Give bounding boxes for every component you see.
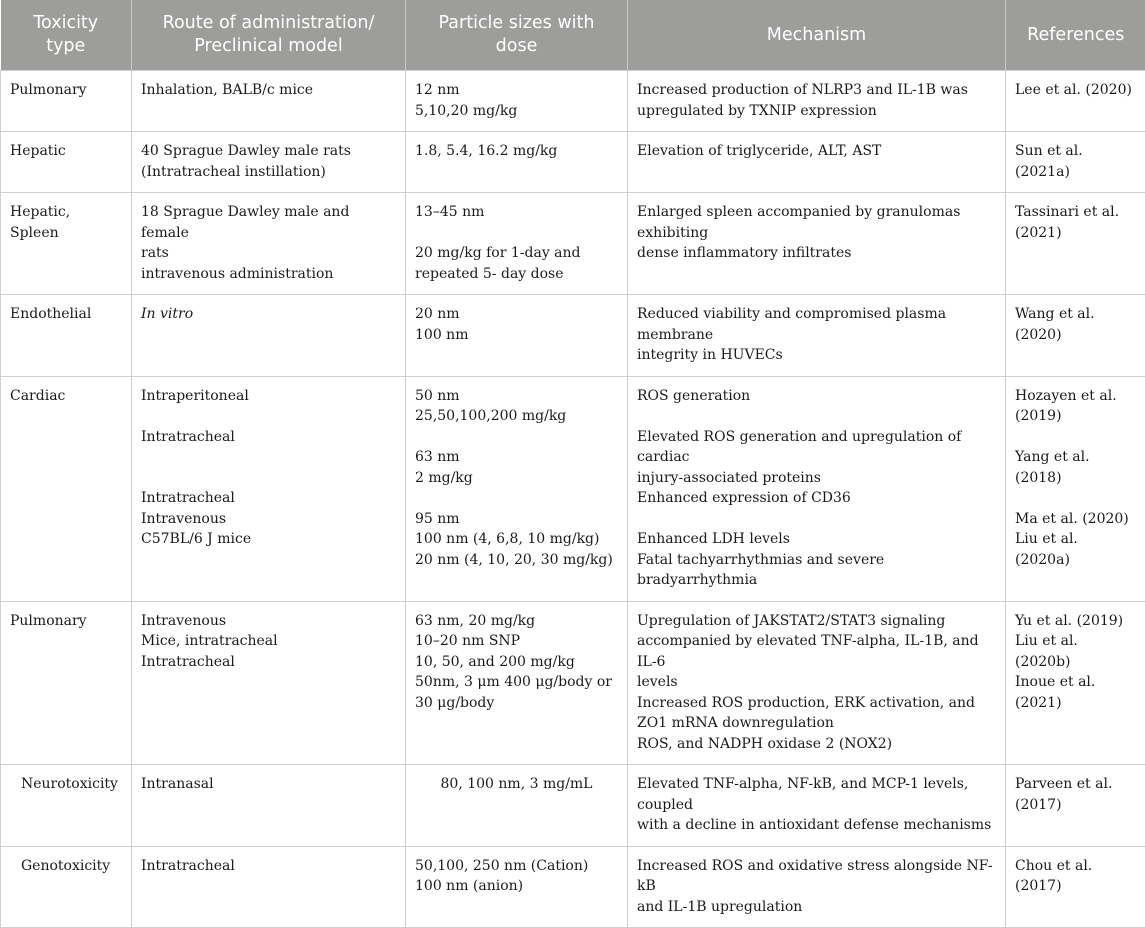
cell-line: Inoue et al. (2021) bbox=[1015, 672, 1136, 713]
cell-line: 18 Sprague Dawley male and female bbox=[141, 202, 396, 243]
cell-line: with a decline in antioxidant defense mechanisms bbox=[637, 815, 996, 836]
cell-line: 20 nm (4, 10, 20, 30 mg/kg) bbox=[415, 550, 618, 571]
table-row bbox=[1, 376, 1145, 601]
cell-mechanism bbox=[628, 376, 1006, 601]
table-row bbox=[1, 71, 1145, 132]
cell-line: Lee et al. (2020) bbox=[1015, 80, 1136, 101]
cell-particle-size-dose bbox=[406, 601, 628, 765]
cell-line: 95 nm bbox=[415, 509, 618, 530]
cell-line: Genotoxicity bbox=[21, 856, 122, 877]
cell-mechanism bbox=[628, 193, 1006, 295]
cell-line: repeated 5- day dose bbox=[415, 264, 618, 285]
cell-line: 63 nm, 20 mg/kg bbox=[415, 611, 618, 632]
cell-particle-size-dose bbox=[406, 846, 628, 928]
cell-line: Hepatic bbox=[10, 141, 122, 162]
cell-line: (2021) bbox=[1015, 223, 1136, 244]
cell-route bbox=[132, 132, 406, 193]
table-row bbox=[1, 132, 1145, 193]
cell-particle-size-dose bbox=[406, 295, 628, 377]
cell-line: Pulmonary bbox=[10, 80, 122, 101]
cell-line: 30 μg/body bbox=[415, 693, 618, 714]
cell-mechanism bbox=[628, 71, 1006, 132]
cell-mechanism bbox=[628, 601, 1006, 765]
cell-line: ZO1 mRNA downregulation bbox=[637, 713, 996, 734]
cell-line: 1.8, 5.4, 16.2 mg/kg bbox=[415, 141, 618, 162]
cell-line: (2017) bbox=[1015, 795, 1136, 816]
cell-line: Intratracheal bbox=[141, 856, 396, 877]
cell-line: Enhanced expression of CD36 bbox=[637, 488, 996, 509]
cell-route bbox=[132, 846, 406, 928]
cell-particle-size-dose bbox=[406, 132, 628, 193]
cell-line: Increased ROS and oxidative stress alongside NF-kB bbox=[637, 856, 996, 897]
cell-references bbox=[1006, 132, 1145, 193]
line-gap bbox=[637, 406, 996, 427]
cell-references bbox=[1006, 846, 1145, 928]
table-body bbox=[1, 71, 1145, 928]
cell-particle-size-dose bbox=[406, 193, 628, 295]
cell-particle-size-dose bbox=[406, 765, 628, 847]
cell-line: Yang et al. (2018) bbox=[1015, 447, 1136, 488]
cell-line: Intratracheal bbox=[141, 427, 396, 448]
cell-line: Elevated ROS generation and upregulation of cardiac bbox=[637, 427, 996, 468]
cell-line: Upregulation of JAKSTAT2/STAT3 signaling bbox=[637, 611, 996, 632]
cell-line: 100 nm (anion) bbox=[415, 876, 618, 897]
table-row bbox=[1, 846, 1145, 928]
cell-toxicity-type bbox=[1, 71, 132, 132]
cell-toxicity-type bbox=[1, 846, 132, 928]
cell-line: Inhalation, BALB/c mice bbox=[141, 80, 396, 101]
header-particle-sizes: Particle sizes with dose bbox=[406, 0, 628, 71]
table-row bbox=[1, 193, 1145, 295]
cell-mechanism bbox=[628, 132, 1006, 193]
line-gap bbox=[415, 223, 618, 244]
cell-mechanism bbox=[628, 765, 1006, 847]
cell-line: levels bbox=[637, 672, 996, 693]
cell-line: 50,100, 250 nm (Cation) bbox=[415, 856, 618, 877]
cell-references bbox=[1006, 601, 1145, 765]
cell-line: 2 mg/kg bbox=[415, 468, 618, 489]
cell-route bbox=[132, 71, 406, 132]
cell-line: Hozayen et al. bbox=[1015, 386, 1136, 407]
cell-line: rats bbox=[141, 243, 396, 264]
cell-toxicity-type bbox=[1, 376, 132, 601]
cell-line: Intravenous bbox=[141, 611, 396, 632]
cell-line: Parveen et al. bbox=[1015, 774, 1136, 795]
cell-line: Liu et al. (2020b) bbox=[1015, 631, 1136, 672]
cell-line: (Intratracheal instillation) bbox=[141, 162, 396, 183]
table-row bbox=[1, 295, 1145, 377]
cell-line: 20 nm bbox=[415, 304, 618, 325]
cell-line: ROS, and NADPH oxidase 2 (NOX2) bbox=[637, 734, 996, 755]
cell-mechanism bbox=[628, 295, 1006, 377]
cell-toxicity-type bbox=[1, 601, 132, 765]
header-mechanism: Mechanism bbox=[628, 0, 1006, 71]
cell-line: dense inflammatory infiltrates bbox=[637, 243, 996, 264]
table-header bbox=[1, 0, 1145, 71]
cell-line: and IL-1B upregulation bbox=[637, 897, 996, 918]
cell-line: Enhanced LDH levels bbox=[637, 529, 996, 550]
cell-line: 10–20 nm SNP bbox=[415, 631, 618, 652]
cell-line: 63 nm bbox=[415, 447, 618, 468]
cell-line: Intratracheal bbox=[141, 652, 396, 673]
cell-line: Pulmonary bbox=[10, 611, 122, 632]
cell-line: Mice, intratracheal bbox=[141, 631, 396, 652]
line-gap bbox=[1015, 488, 1136, 509]
line-gap bbox=[1015, 427, 1136, 448]
cell-line: 5,10,20 mg/kg bbox=[415, 101, 618, 122]
cell-line: Chou et al. (2017) bbox=[1015, 856, 1136, 897]
cell-line: injury-associated proteins bbox=[637, 468, 996, 489]
cell-toxicity-type bbox=[1, 193, 132, 295]
cell-line: 25,50,100,200 mg/kg bbox=[415, 406, 618, 427]
cell-line: Elevation of triglyceride, ALT, AST bbox=[637, 141, 996, 162]
cell-toxicity-type bbox=[1, 765, 132, 847]
cell-references bbox=[1006, 376, 1145, 601]
header-row bbox=[1, 0, 1145, 71]
header-references: References bbox=[1006, 0, 1145, 71]
cell-line: 80, 100 nm, 3 mg/mL bbox=[415, 774, 618, 795]
line-gap bbox=[637, 509, 996, 530]
cell-line: upregulated by TXNIP expression bbox=[637, 101, 996, 122]
cell-line: ROS generation bbox=[637, 386, 996, 407]
cell-line: Increased ROS production, ERK activation, and bbox=[637, 693, 996, 714]
cell-line: Endothelial bbox=[10, 304, 122, 325]
cell-line: 10, 50, and 200 mg/kg bbox=[415, 652, 618, 673]
line-gap bbox=[415, 427, 618, 448]
cell-references bbox=[1006, 765, 1145, 847]
cell-toxicity-type bbox=[1, 295, 132, 377]
cell-mechanism bbox=[628, 846, 1006, 928]
cell-line: Increased production of NLRP3 and IL-1B was bbox=[637, 80, 996, 101]
cell-route bbox=[132, 765, 406, 847]
cell-line: Intraperitoneal bbox=[141, 386, 396, 407]
cell-line: (2019) bbox=[1015, 406, 1136, 427]
cell-route bbox=[132, 193, 406, 295]
cell-line: intravenous administration bbox=[141, 264, 396, 285]
line-gap bbox=[415, 488, 618, 509]
cell-line: Liu et al. (2020a) bbox=[1015, 529, 1136, 570]
cell-line: accompanied by elevated TNF-alpha, IL-1B, and IL-6 bbox=[637, 631, 996, 672]
cell-line: 12 nm bbox=[415, 80, 618, 101]
cell-toxicity-type bbox=[1, 132, 132, 193]
cell-line: 40 Sprague Dawley male rats bbox=[141, 141, 396, 162]
cell-line: Yu et al. (2019) bbox=[1015, 611, 1136, 632]
line-gap bbox=[141, 406, 396, 427]
cell-line: Intravenous bbox=[141, 509, 396, 530]
cell-references bbox=[1006, 193, 1145, 295]
table-row bbox=[1, 765, 1145, 847]
cell-line: 100 nm bbox=[415, 325, 618, 346]
cell-line: Sun et al. (2021a) bbox=[1015, 141, 1136, 182]
header-toxicity-type: Toxicity type bbox=[1, 0, 132, 71]
table-row bbox=[1, 601, 1145, 765]
cell-line: 50 nm bbox=[415, 386, 618, 407]
cell-line: Cardiac bbox=[10, 386, 122, 407]
cell-references bbox=[1006, 71, 1145, 132]
cell-line: 13–45 nm bbox=[415, 202, 618, 223]
cell-line: 50nm, 3 μm 400 μg/body or bbox=[415, 672, 618, 693]
cell-particle-size-dose bbox=[406, 376, 628, 601]
cell-line: Wang et al. (2020) bbox=[1015, 304, 1136, 345]
cell-particle-size-dose bbox=[406, 71, 628, 132]
cell-line: C57BL/6 J mice bbox=[141, 529, 396, 550]
cell-line: Enlarged spleen accompanied by granulomas exhibiting bbox=[637, 202, 996, 243]
line-gap bbox=[141, 447, 396, 468]
cell-line: 20 mg/kg for 1-day and bbox=[415, 243, 618, 264]
cell-references bbox=[1006, 295, 1145, 377]
cell-route bbox=[132, 295, 406, 377]
cell-line: Intratracheal bbox=[141, 488, 396, 509]
cell-line: Ma et al. (2020) bbox=[1015, 509, 1136, 530]
cell-line: Reduced viability and compromised plasma membrane bbox=[637, 304, 996, 345]
cell-line: Tassinari et al. bbox=[1015, 202, 1136, 223]
cell-line: Intranasal bbox=[141, 774, 396, 795]
cell-route bbox=[132, 376, 406, 601]
cell-line: 100 nm (4, 6,8, 10 mg/kg) bbox=[415, 529, 618, 550]
cell-line: Fatal tachyarrhythmias and severe bradyarrhythmia bbox=[637, 550, 996, 591]
cell-line: Hepatic, Spleen bbox=[10, 202, 122, 243]
cell-line: Neurotoxicity bbox=[21, 774, 122, 795]
cell-route bbox=[132, 601, 406, 765]
header-route: Route of administration/ Preclinical model bbox=[132, 0, 406, 71]
cell-line: In vitro bbox=[141, 304, 396, 325]
cell-line: Elevated TNF-alpha, NF-kB, and MCP-1 levels, coupled bbox=[637, 774, 996, 815]
line-gap bbox=[141, 468, 396, 489]
cell-line: integrity in HUVECs bbox=[637, 345, 996, 366]
